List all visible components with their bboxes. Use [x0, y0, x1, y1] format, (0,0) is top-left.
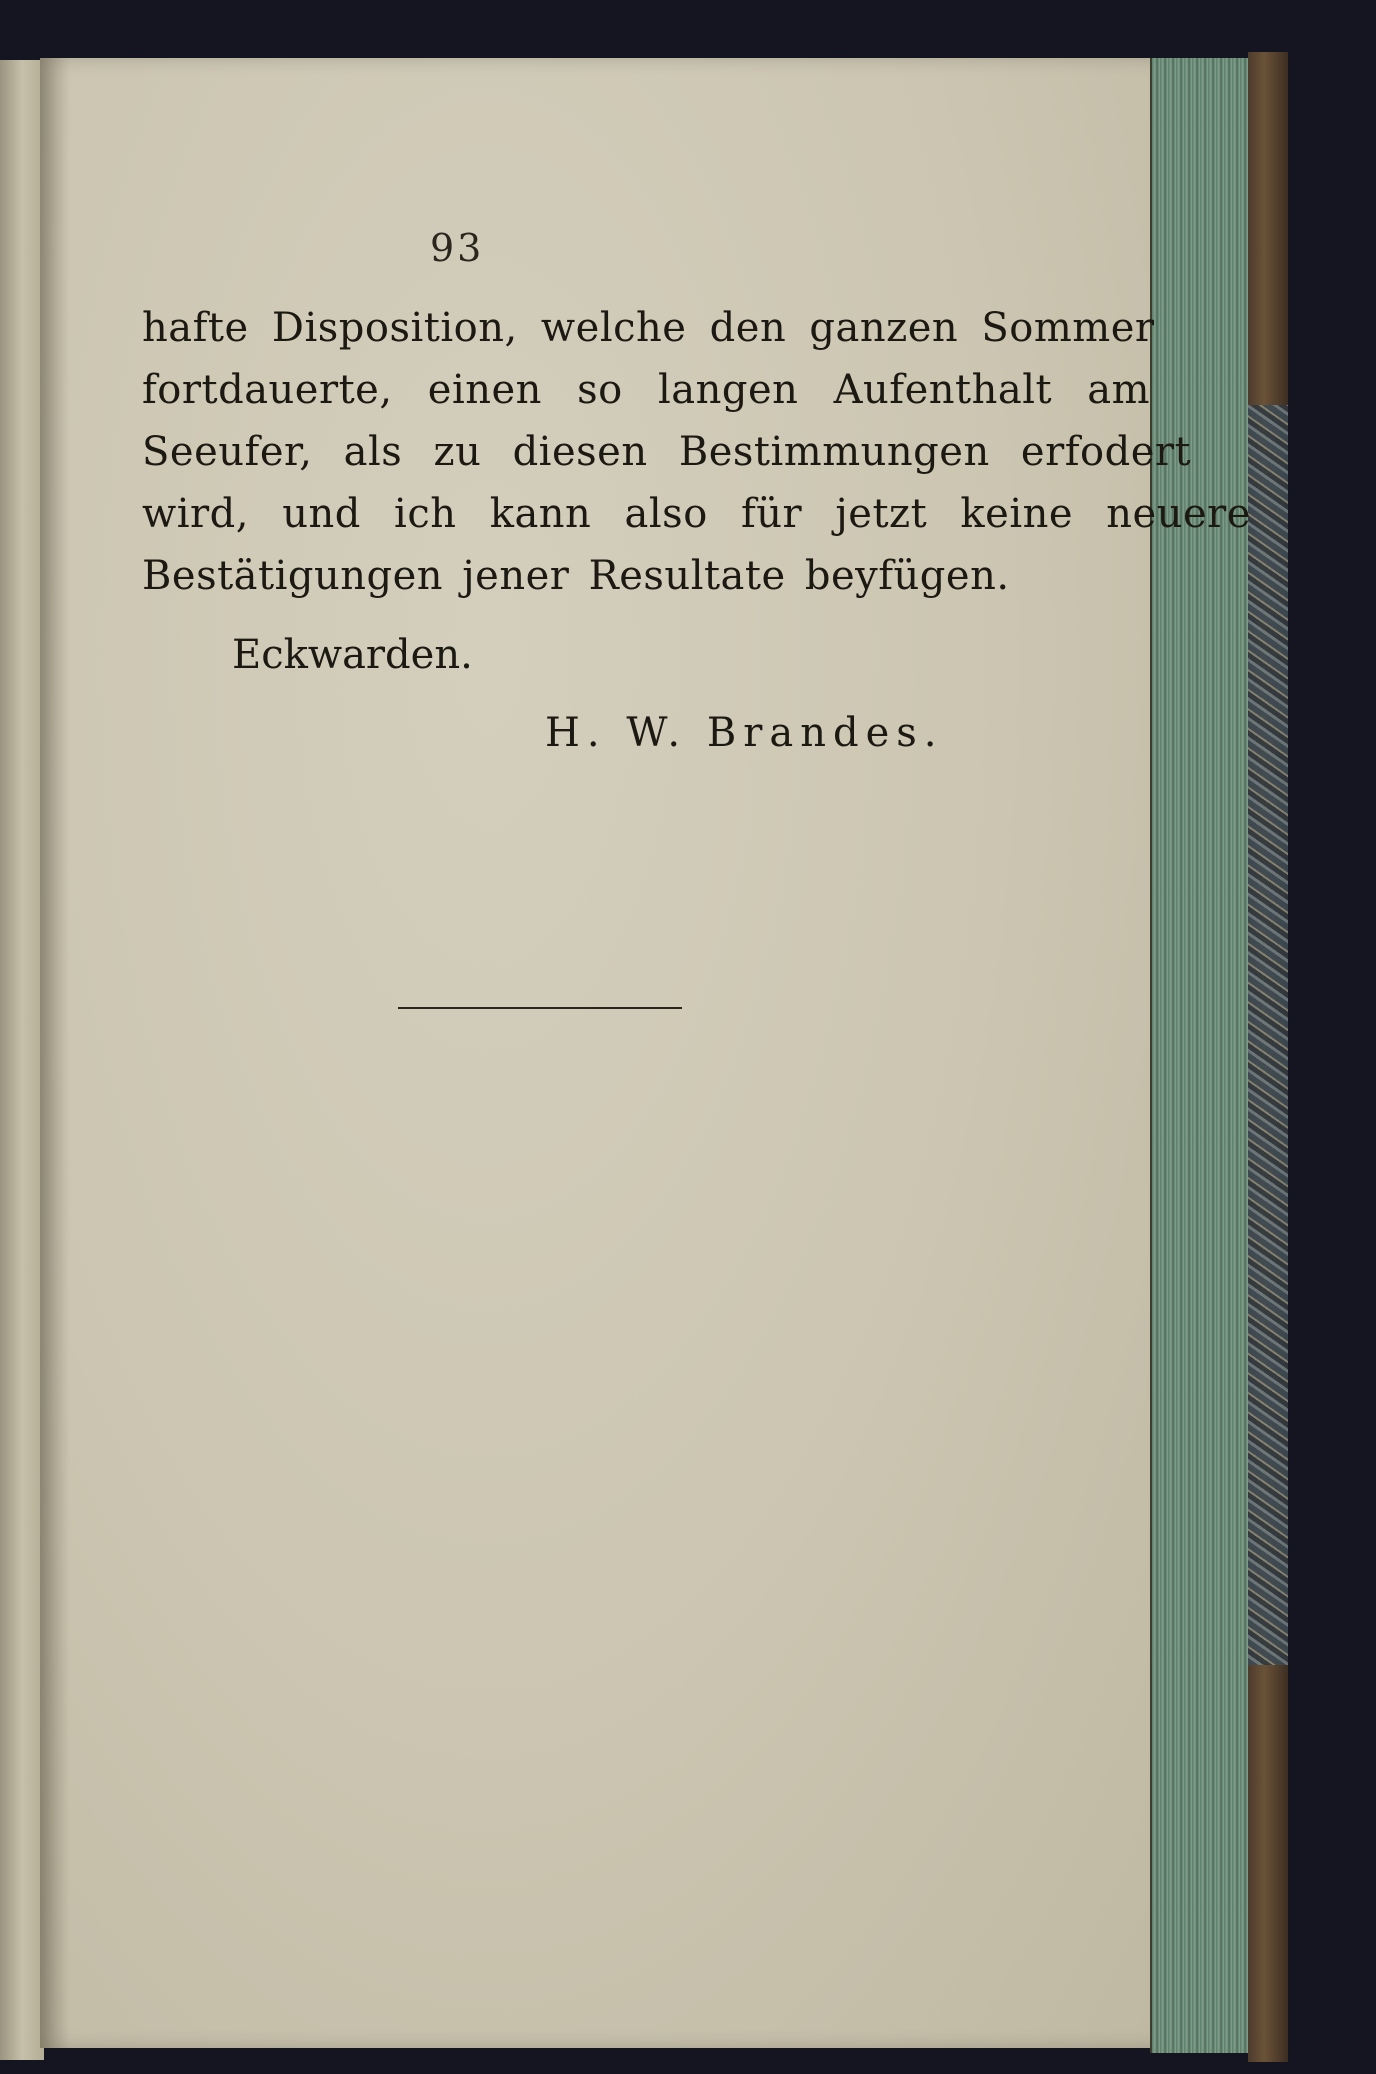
text-line-3: Seeufer, als zu diesen Bestimmungen erfodert: [142, 429, 1192, 475]
text-line-2: fortdauerte, einen so langen Aufenthalt am: [142, 367, 1151, 413]
text-line-5: Bestätigungen jener Resultate beyfügen.: [142, 553, 1010, 599]
page-number: [430, 226, 484, 270]
cover-marbled-paper: [1248, 405, 1288, 1665]
book-page: [40, 58, 1158, 2048]
page-number-value: 93: [430, 226, 485, 270]
section-rule: [398, 1007, 682, 1009]
text-line-1: hafte Disposition, welche den ganzen Sommer: [142, 305, 1155, 351]
facing-page-edge: [0, 60, 44, 2060]
text-line-4: wird, und ich kann also für jetzt keine neuere: [142, 491, 1251, 537]
author-signature: H. W. Brandes.: [545, 710, 944, 756]
page-gutter-shadow: [40, 58, 70, 2048]
page-block-edge: [1150, 58, 1252, 2053]
place-name: Eckwarden.: [232, 632, 473, 678]
